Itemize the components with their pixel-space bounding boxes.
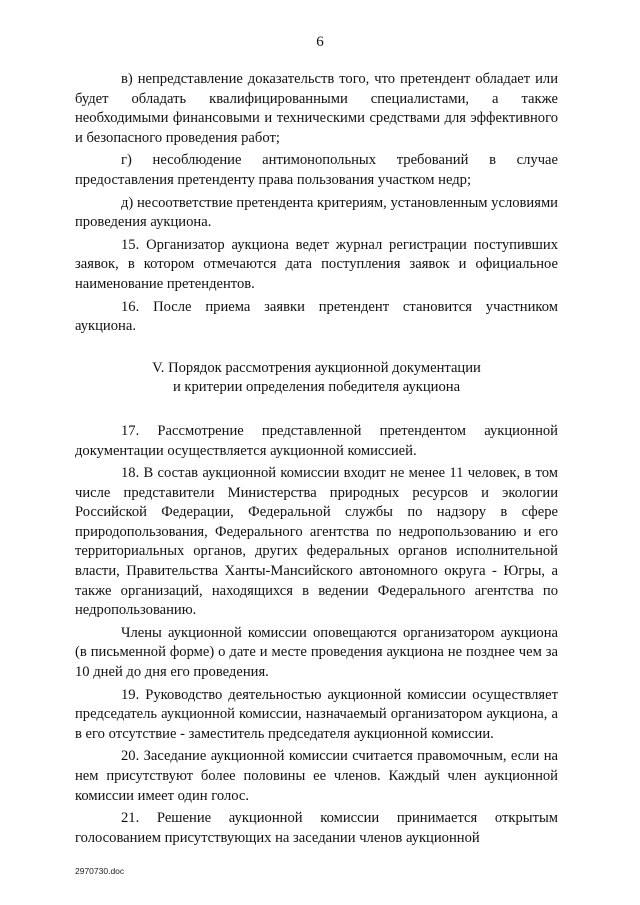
section-heading (75, 359, 558, 398)
section-heading-line-1: V. Порядок рассмотрения аукционной документации (152, 359, 481, 376)
paragraph-item-g: г) несоблюдение антимонопольных требований в случае предоставления претенденту права пользования участком недр; (75, 152, 558, 188)
paragraph-17: 17. Рассмотрение представленной претендентом аукционной документации осуществляется аукционной комиссией. (75, 422, 558, 459)
paragraph-item-d: д) несоответствие претендента критериям, установленным условиями проведения аукциона. (75, 194, 558, 231)
section-heading-line-2: и критерии определения победителя аукциона (172, 379, 461, 396)
paragraph-members-notice: Члены аукционной комиссии оповещаются организатором аукциона (в письменной форме) о дате и месте проведения аукциона не позднее чем за 10 дней до дня его проведения. (75, 624, 558, 681)
paragraph-21: 21. Решение аукционной комиссии принимается открытым голосованием присутствующих на заседании членов аукционной (75, 810, 558, 846)
paragraph-18: 18. В состав аукционной комиссии входит не менее 11 человек, в том числе представители Министерства природных ресурсов и экологии Российской Федерации, Федеральной службы по надзору в сфере природопользования, Федерального агентства по недропользованию и его территориальных органов, других федеральных органов исполнительной власти, Правительства Ханты-Мансийского автономного округа - Югры, а также организаций, находящихся в ведении Федерального агентства по недропользованию. (75, 465, 558, 619)
paragraph-item-v: в) непредставление доказательств того, что претендент обладает или будет обладать квалифицированными специалистами, а также необходимыми финансовыми и техническими средствами для эффективного и безопасного проведения работ; (75, 71, 558, 146)
paragraph-19: 19. Руководство деятельностью аукционной комиссии осуществляет председатель аукционной комиссии, назначаемый организатором аукциона, а в его отсутствие - заместитель председателя аукционной комиссии. (75, 686, 558, 742)
paragraph-16: 16. После приема заявки претендент становится участником аукциона. (75, 298, 558, 335)
page-number: 6 (316, 34, 324, 50)
paragraph-15: 15. Организатор аукциона ведет журнал регистрации поступивших заявок, в котором отмечаются дата поступления заявок и официальное наименование претендентов. (75, 236, 558, 292)
paragraph-20: 20. Заседание аукционной комиссии считается правомочным, если на нем присутствуют более половины ее членов. Каждый член аукционной комиссии имеет один голос. (75, 748, 558, 804)
footer-filename: 2970730.doc (75, 866, 125, 876)
document-body (75, 70, 558, 851)
